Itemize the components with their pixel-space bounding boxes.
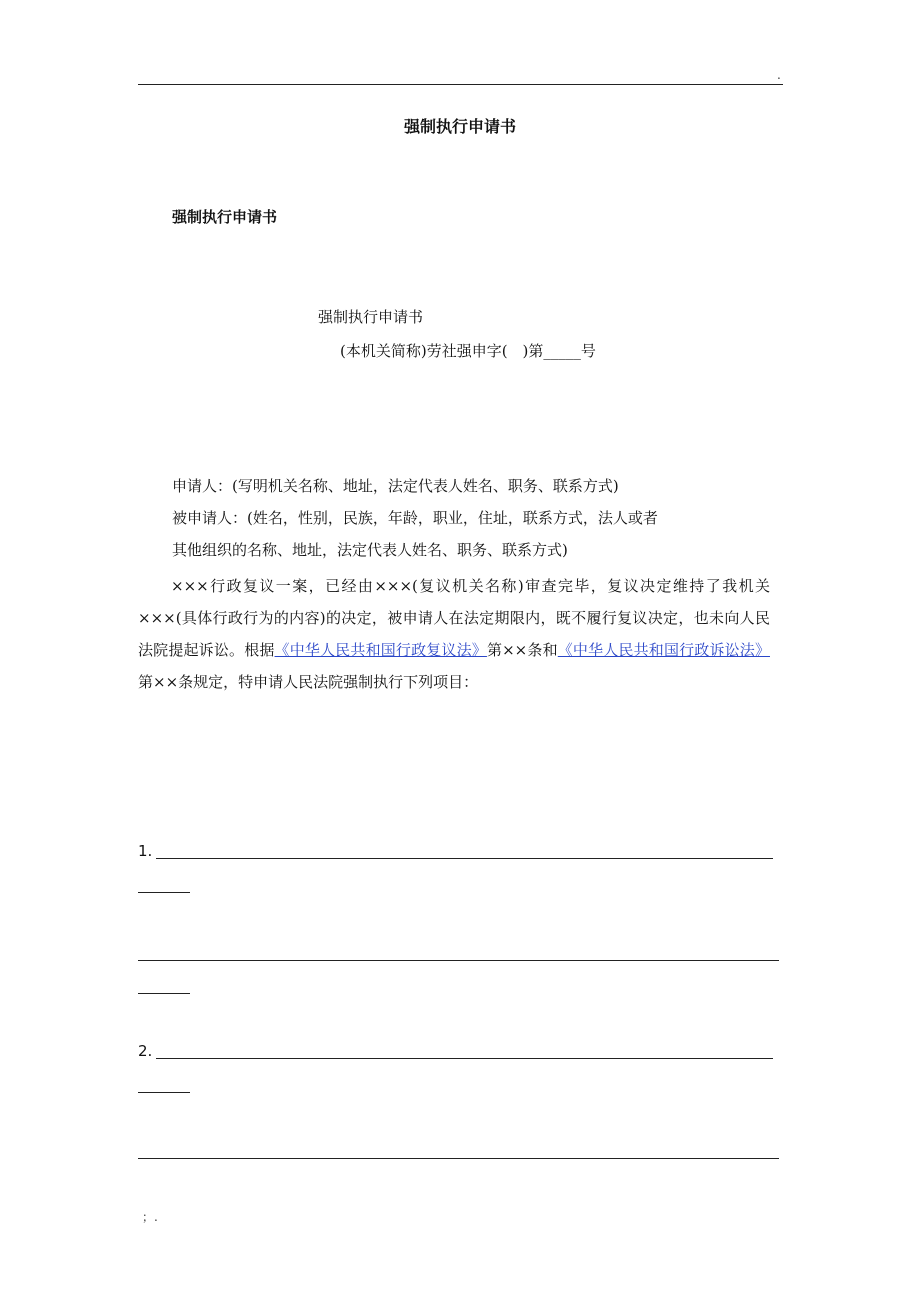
respondent-line-2: 其他组织的名称、地址，法定代表人姓名、职务、联系方式) [172,541,568,559]
respondent-line-1: 被申请人：(姓名，性别，民族，年龄，职业，住址，联系方式，法人或者 [172,509,658,527]
footer-mark: ；. [142,1210,158,1224]
law-link-administrative-reconsideration[interactable]: 《中华人民共和国行政复议法》 [274,641,487,659]
fill-line[interactable] [138,993,190,994]
law-link-administrative-litigation[interactable]: 《中华人民共和国行政诉讼法》 [557,641,770,659]
body-text-2: 第××条和 [486,641,558,659]
document-heading: 强制执行申请书 [318,308,424,326]
applicant-line: 申请人：(写明机关名称、地址，法定代表人姓名、职务、联系方式) [172,477,619,495]
fill-line[interactable] [156,1058,773,1059]
fill-line[interactable] [138,1158,779,1159]
document-number: (本机关简称)劳社强申字( )第_____号 [340,342,596,360]
body-paragraph [138,570,770,698]
body-text-1: ×××行政复议一案，已经由×××(复议机关名称)审查完毕，复议决定维持了我机关×××(具体行政行为的内容)的决定，被申请人在法定期限内，既不履行复议决定，也未向人民法院提起诉讼。根据 [138,577,770,659]
header-rule [138,84,783,85]
fill-line[interactable] [156,858,773,859]
page-title: 强制执行申请书 [403,117,516,136]
header-dot: . [777,68,781,82]
fill-line[interactable] [138,1092,190,1093]
fill-line[interactable] [138,960,779,961]
item-label-2: 2. [138,1042,153,1060]
section-subtitle: 强制执行申请书 [172,208,278,226]
body-text-3: 第××条规定，特申请人民法院强制执行下列项目： [138,673,479,691]
item-label-1: 1. [138,842,153,860]
fill-line[interactable] [138,892,190,893]
